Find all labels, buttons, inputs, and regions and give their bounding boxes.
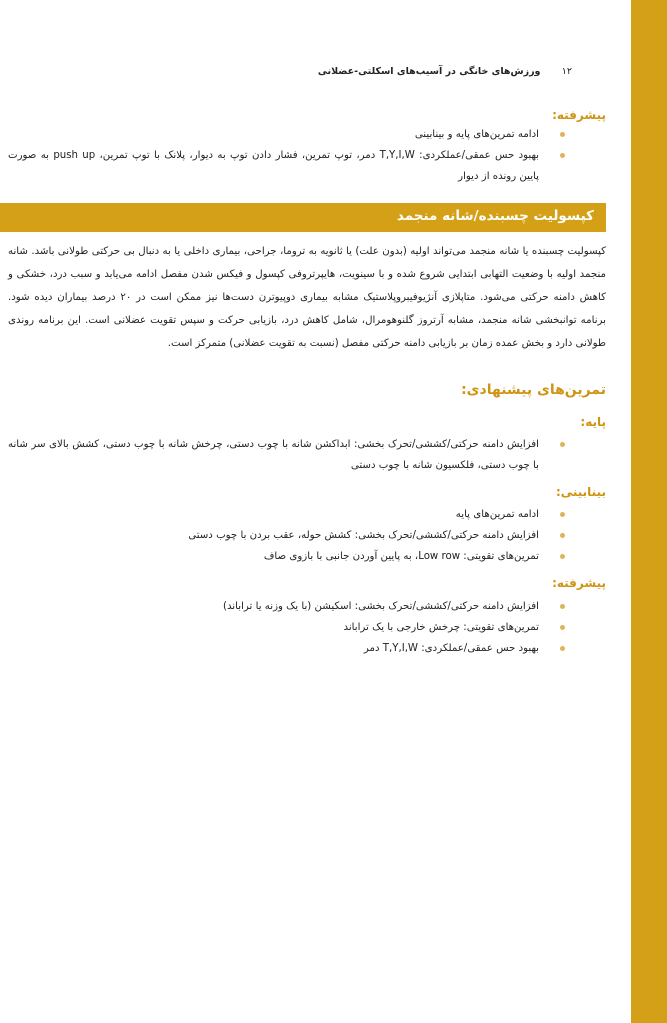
list-item: افزایش دامنه حرکتی/کششی/تحرک بخشی: کشش حوله، عقب بردن با چوب دستی: [8, 525, 606, 546]
section-title: کپسولیت چسبنده/شانه منجمد: [396, 208, 594, 224]
running-head-title: ورزش‌های خانگی در آسیب‌های اسکلتی-عضلانی: [317, 66, 541, 77]
exercises-heading: تمرین‌های پیشنهادی:: [461, 382, 606, 398]
page-content: [8, 0, 606, 1023]
basic-list: [8, 434, 606, 476]
list-item: تمرین‌های تقویتی: چرخش خارجی با یک تراباند: [8, 617, 606, 638]
list-item: ادامه تمرین‌های پایه: [8, 504, 606, 525]
section-paragraph: کپسولیت چسبنده یا شانه منجمد می‌تواند اولیه (بدون علت) یا ثانویه به تروما، جراحی، بیماری داخلی یا به دنبال بی حرکتی طولانی باشد. شانه منجمد اولیه با وضعیت التهابی ابتدایی شروع شده و با سینویت، هایپرتروفی کپسول و فیکس شدن مفصل ادامه می‌یابد و سبب درد، خشکی و کاهش دامنه حرکتی می‌شود. متاپلازی آنژیوفیبروپلاستیک مشابه بیماری دوپیوترن دست‌ها نیز ممکن است در ۲۰ درصد بیماران دیده شود. برنامه توانبخشی شانه منجمد، مشابه آرتروز گلنوهومرال، شامل کاهش درد، بازیابی حرکت و سپس تقویت عضلانی است. این برنامه روندی طولانی دارد و بخش عمده زمان بر بازیابی دامنه حرکتی مفصل (نسبت به تقویت عضلانی) متمرکز است.: [8, 246, 606, 349]
section-header: [0, 203, 606, 232]
basic-heading: پایه:: [580, 415, 606, 429]
list-item: افزایش دامنه حرکتی/کششی/تحرک بخشی: ابداکشن شانه با چوب دستی، چرخش شانه با چوب دستی، کشش بالای سر شانه با چوب دستی، فلکسیون شانه با چوب دستی: [8, 434, 606, 476]
list-item: ادامه تمرین‌های پایه و بینابینی: [8, 124, 606, 145]
list-item: افزایش دامنه حرکتی/کششی/تحرک بخشی: اسکیشن (با یک وزنه یا تراباند): [8, 596, 606, 617]
page-number: ۱۲: [561, 66, 572, 77]
intro-list: [8, 124, 606, 187]
list-item: تمرین‌های تقویتی: Low row، به پایین آوردن جانبی با بازوی صاف: [8, 546, 606, 567]
intermediate-list: [8, 504, 606, 567]
running-head: [318, 66, 572, 77]
list-item: بهبود حس عمقی/عملکردی: T,Y,I,W دمر: [8, 638, 606, 659]
intermediate-heading: بینابینی:: [555, 485, 606, 499]
intro-heading: پیشرفته:: [552, 108, 606, 122]
side-color-bar: [631, 0, 667, 1023]
advanced-list: [8, 596, 606, 659]
list-item: بهبود حس عمقی/عملکردی: T,Y,I,W دمر، توپ تمرین، فشار دادن توپ به دیوار، پلانک با توپ تمرین، push up به صورت پایین رونده از دیوار: [8, 145, 606, 187]
advanced-heading: پیشرفته:: [552, 576, 606, 590]
